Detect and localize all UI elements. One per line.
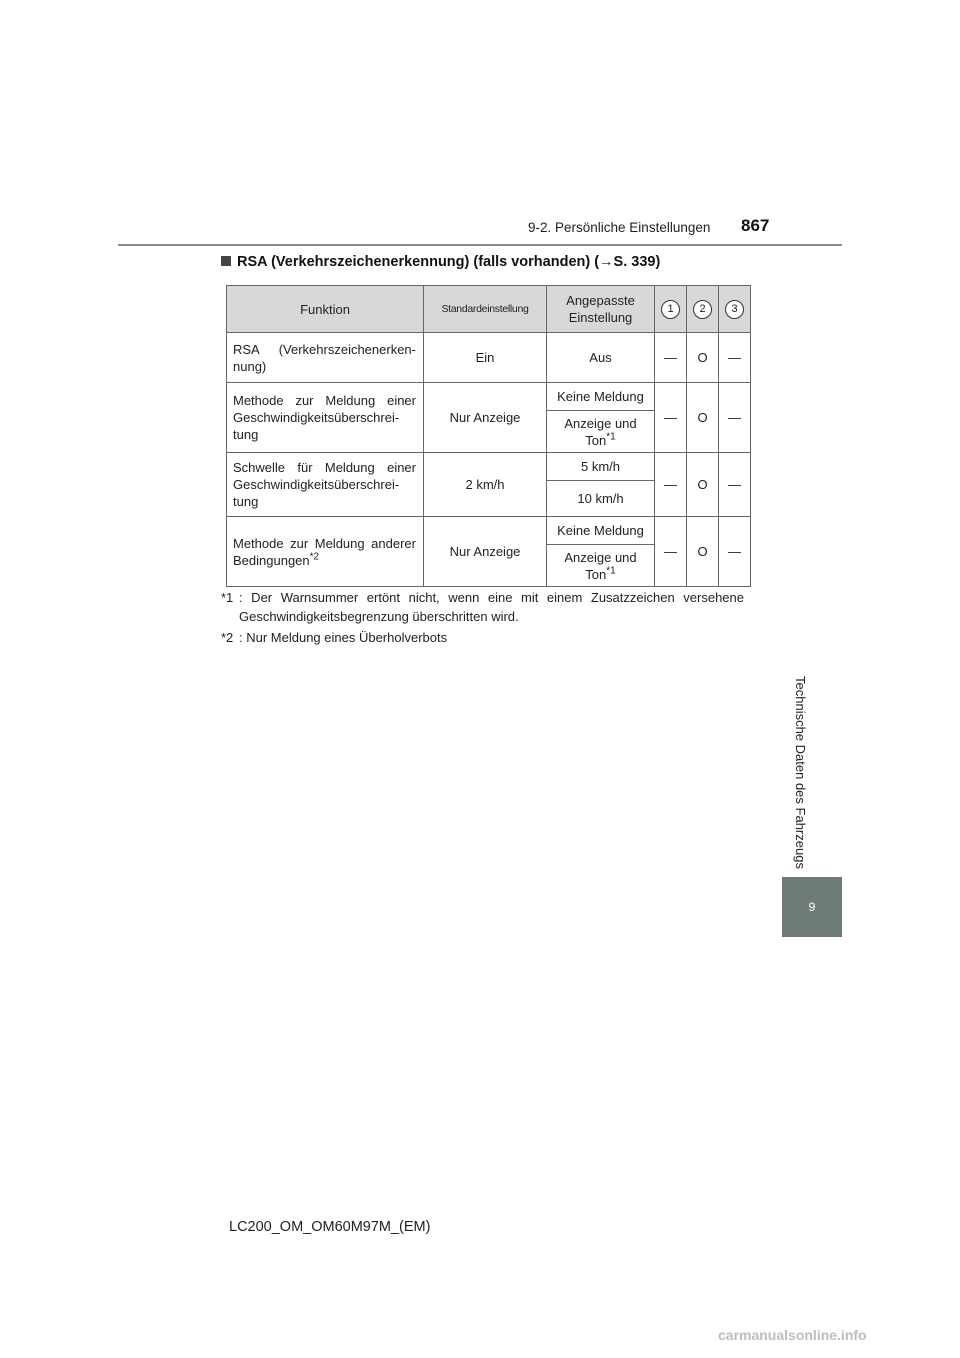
cell-option: Keine Meldung — [547, 383, 655, 411]
cell-option: 10 km/h — [547, 481, 655, 517]
circled-number-2: 2 — [693, 300, 712, 319]
chapter-tab — [782, 877, 842, 937]
settings-table — [226, 285, 751, 587]
header-funktion: Funktion — [227, 286, 424, 333]
cell-col-3: — — [719, 453, 751, 517]
cell-funktion: Methode zur Meldung einer Geschwindigkeitsüberschrei-tung — [227, 383, 424, 453]
cell-option: 5 km/h — [547, 453, 655, 481]
table-row — [227, 383, 751, 411]
section-title — [221, 254, 660, 270]
document-code: LC200_OM_OM60M97M_(EM) — [229, 1219, 431, 1235]
option-text: Anzeige und Ton — [564, 415, 637, 448]
table-row — [227, 333, 751, 383]
square-bullet-icon — [221, 256, 231, 266]
option-text: Anzeige und Ton — [564, 549, 637, 582]
header-standard: Standardeinstellung — [424, 286, 547, 333]
cell-option — [547, 545, 655, 587]
cell-col-2: O — [687, 517, 719, 587]
cell-standard: Ein — [424, 333, 547, 383]
header-section-title: 9-2. Persönliche Einstellungen — [528, 220, 711, 235]
cell-funktion: Schwelle für Meldung einer Geschwindigkeitsüberschrei-tung — [227, 453, 424, 517]
section-title-text: RSA (Verkehrszeichenerkennung) (falls vorhanden) (→S. 339) — [237, 254, 661, 270]
cell-col-1: — — [655, 517, 687, 587]
cell-col-3: — — [719, 333, 751, 383]
cell-standard: Nur Anzeige — [424, 517, 547, 587]
header-divider — [118, 244, 842, 246]
header-col-3 — [719, 286, 751, 333]
cell-funktion: RSA (Verkehrszeichenerken-nung) — [227, 333, 424, 383]
cell-col-3: — — [719, 383, 751, 453]
cell-standard: Nur Anzeige — [424, 383, 547, 453]
circled-number-1: 1 — [661, 300, 680, 319]
cell-option — [547, 411, 655, 453]
footnote-1-text: : Der Warnsummer ertönt nicht, wenn eine mit einem Zusatzzeichen versehene Geschwindigkeitsbegrenzung überschritten wird. — [239, 590, 744, 624]
footnote-1-mark: *1 — [221, 590, 234, 605]
circled-number-3: 3 — [725, 300, 744, 319]
table-row — [227, 517, 751, 545]
cell-standard: 2 km/h — [424, 453, 547, 517]
header-col-1 — [655, 286, 687, 333]
chapter-tab-number: 9 — [808, 900, 816, 914]
cell-col-2: O — [687, 383, 719, 453]
footnote-1 — [221, 588, 744, 626]
footnote-2 — [221, 628, 744, 647]
header-angepasst: Angepasste Einstellung — [547, 286, 655, 333]
header-col-2 — [687, 286, 719, 333]
footnote-ref: *1 — [606, 565, 616, 577]
table-row — [227, 453, 751, 481]
cell-col-3: — — [719, 517, 751, 587]
cell-option: Keine Meldung — [547, 517, 655, 545]
table-header-row — [227, 286, 751, 333]
cell-col-2: O — [687, 333, 719, 383]
cell-col-1: — — [655, 453, 687, 517]
footnote-2-text: : Nur Meldung eines Überholverbots — [239, 630, 448, 645]
footnote-ref: *2 — [309, 551, 320, 563]
footnote-ref: *1 — [606, 431, 616, 443]
cell-col-1: — — [655, 333, 687, 383]
cell-col-1: — — [655, 383, 687, 453]
watermark: carmanualsonline.info — [718, 1327, 867, 1343]
chapter-side-label: Technische Daten des Fahrzeugs — [793, 676, 808, 869]
footnote-2-mark: *2 — [221, 630, 234, 645]
funktion-text: Methode zur Meldung anderer Bedingungen — [233, 535, 416, 568]
cell-col-2: O — [687, 453, 719, 517]
page-number: 867 — [741, 216, 770, 235]
cell-option: Aus — [547, 333, 655, 383]
cell-funktion — [227, 517, 424, 587]
